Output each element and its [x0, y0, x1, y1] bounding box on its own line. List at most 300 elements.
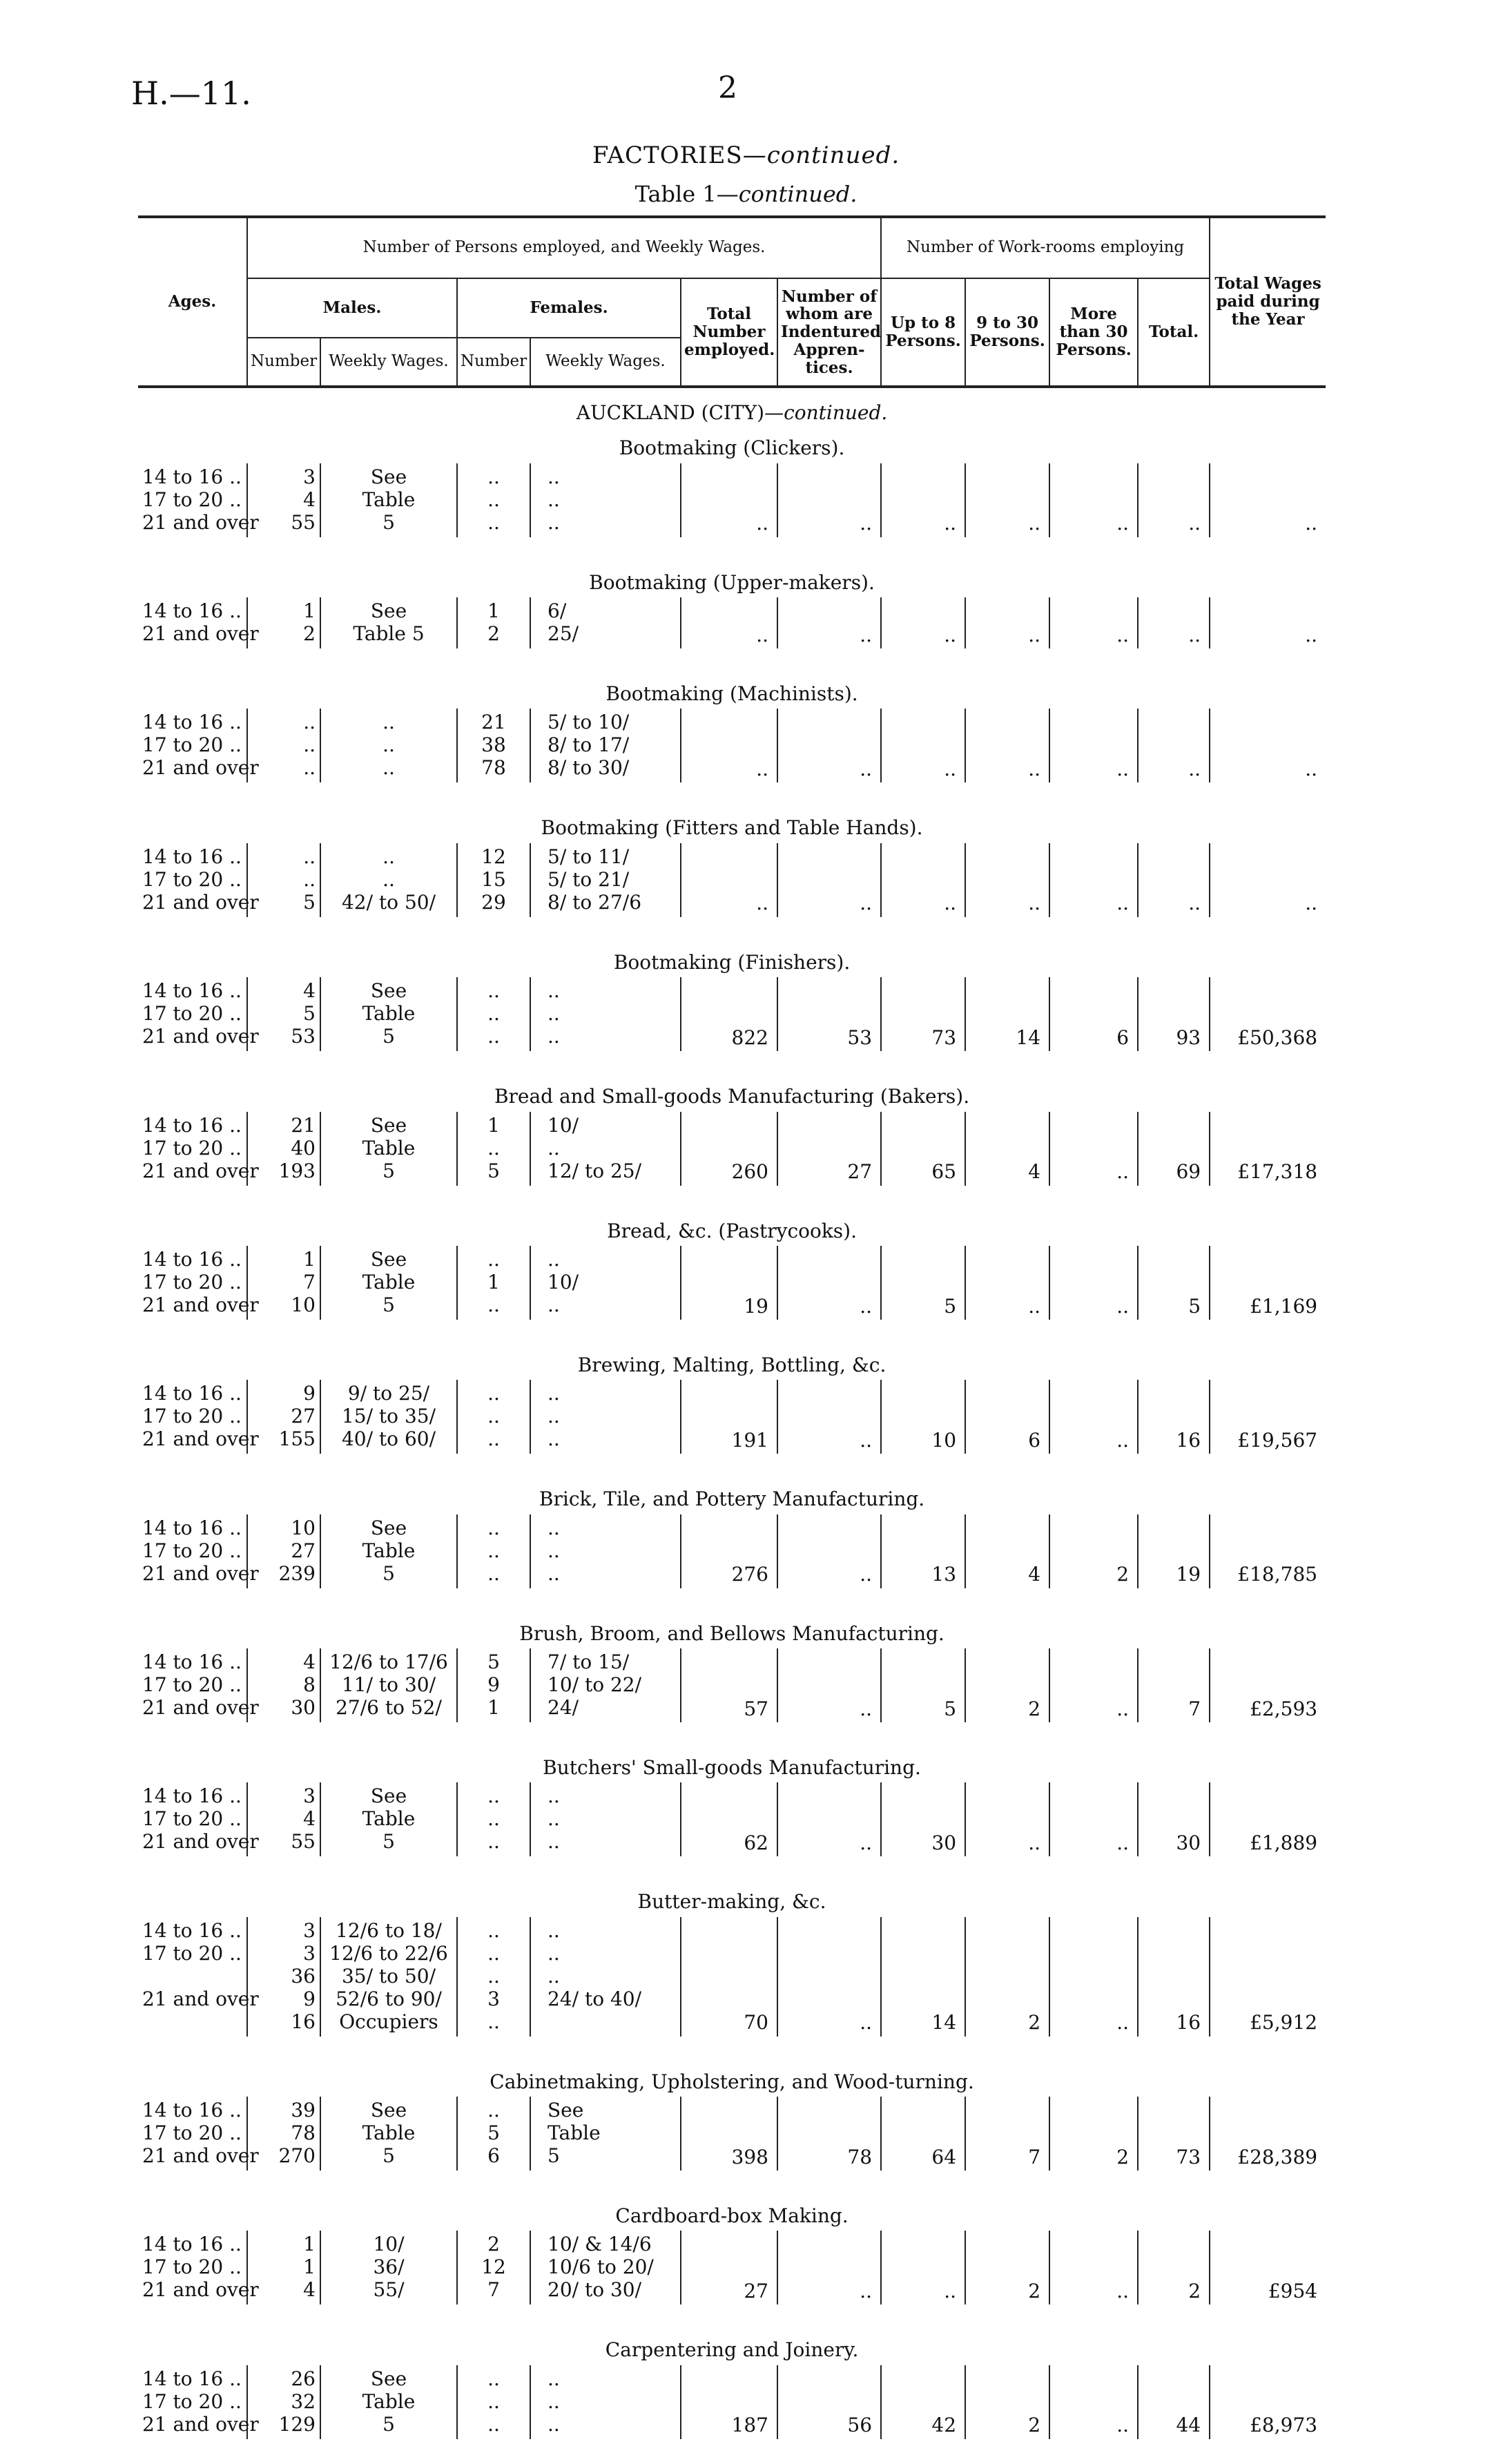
male-number: 27	[291, 1539, 316, 1562]
section-spacer	[138, 537, 1326, 562]
female-wage: 10/	[548, 1270, 579, 1293]
rooms-up-to-8: 14	[881, 1917, 965, 2037]
total-employed: 276	[681, 1514, 777, 1588]
section-title: Cabinetmaking, Upholstering, and Wood-turning.	[490, 2070, 974, 2093]
male-wages	[320, 2365, 457, 2439]
rooms-more-than-30: 2	[1049, 1514, 1138, 1588]
female-wage: ..	[548, 1136, 560, 1159]
total-wages-paid: £8,973	[1210, 2365, 1326, 2439]
indentured-apprentices: ..	[777, 1782, 881, 1856]
female-wage: 12/ to 25/	[548, 1159, 642, 1182]
total-wages-paid: £954	[1210, 2231, 1326, 2304]
male-wages	[320, 709, 457, 782]
section-heading-row	[138, 1613, 1326, 1648]
total-employed: 191	[681, 1380, 777, 1454]
female-number: ..	[487, 2099, 500, 2122]
male-number: 26	[291, 2367, 316, 2390]
age-label: 21 and over	[142, 1695, 259, 1719]
rooms-total: 44	[1138, 2365, 1210, 2439]
female-number: ..	[487, 2367, 500, 2390]
col-females: Females.	[457, 278, 681, 338]
male-wage: Table	[362, 1270, 416, 1293]
section-title: Brewing, Malting, Bottling, &c.	[577, 1353, 887, 1376]
male-number: 10	[291, 1293, 316, 1316]
section-spacer	[138, 782, 1326, 807]
female-number: 5	[487, 2121, 500, 2145]
female-number: ..	[487, 2412, 500, 2436]
male-number: 4	[303, 488, 316, 511]
section-title: Cardboard-box Making.	[615, 2204, 849, 2228]
female-number: ..	[487, 2389, 500, 2413]
male-wage: 15/ to 35/	[341, 1405, 436, 1428]
age-label: 21 and over	[142, 756, 259, 780]
age-label: 17 to 20 ..	[142, 1002, 242, 1026]
age-label: 17 to 20 ..	[142, 1270, 242, 1293]
female-wages	[530, 977, 681, 1051]
female-wage: ..	[548, 1964, 560, 1987]
female-wage: ..	[548, 1807, 560, 1831]
section-spacer	[138, 1320, 1326, 1345]
rooms-total: 7	[1138, 1648, 1210, 1722]
rooms-9-to-30: 4	[965, 1112, 1049, 1186]
female-number: 2	[487, 2233, 500, 2256]
age-label: 21 and over	[142, 2144, 259, 2168]
female-number: ..	[487, 1136, 500, 1159]
male-number: 4	[303, 979, 316, 1003]
age-label: 21 and over	[142, 1159, 259, 1182]
female-number: ..	[487, 1025, 500, 1048]
female-wage: ..	[548, 510, 560, 534]
female-wage: Table	[548, 2121, 601, 2145]
female-number: ..	[487, 1382, 500, 1405]
section-data-row	[138, 1917, 1326, 2037]
female-number: 78	[481, 756, 506, 780]
male-wage: 5	[382, 1159, 395, 1182]
male-wage: ..	[382, 867, 395, 891]
section-heading-row	[138, 562, 1326, 597]
indentured-apprentices: ..	[777, 2231, 881, 2304]
female-wage: 8/ to 17/	[548, 733, 630, 757]
age-groups	[138, 463, 259, 537]
total-wages-paid: £28,389	[1210, 2097, 1326, 2171]
female-wage: ..	[548, 2412, 560, 2436]
section-title: Bootmaking (Machinists).	[605, 682, 858, 706]
female-numbers	[457, 1782, 530, 1856]
female-numbers	[457, 463, 530, 537]
female-wage: 10/ to 22/	[548, 1673, 642, 1696]
female-wage: ..	[548, 1247, 560, 1271]
rooms-total: 30	[1138, 1782, 1210, 1856]
rooms-more-than-30: ..	[1049, 597, 1138, 648]
total-employed: 260	[681, 1112, 777, 1186]
male-wage: 42/ to 50/	[341, 890, 436, 914]
section-heading-row	[138, 427, 1326, 463]
male-number: ..	[303, 756, 316, 780]
female-wages	[530, 597, 681, 648]
rooms-9-to-30: ..	[965, 843, 1049, 917]
male-wage: Table 5	[353, 622, 425, 646]
rooms-more-than-30: ..	[1049, 1246, 1138, 1320]
male-wages	[320, 1514, 457, 1588]
rooms-9-to-30: ..	[965, 463, 1049, 537]
total-employed: ..	[681, 843, 777, 917]
age-label: 21 and over	[142, 1561, 259, 1585]
age-groups	[138, 2231, 259, 2304]
age-groups	[138, 1246, 259, 1320]
total-wages-paid: £17,318	[1210, 1112, 1326, 1186]
male-number: ..	[303, 867, 316, 891]
document-reference: H.—11.	[131, 75, 251, 112]
male-wages	[320, 843, 457, 917]
rooms-total: 69	[1138, 1112, 1210, 1186]
female-wage: 5/ to 10/	[548, 711, 630, 734]
male-wages	[320, 463, 457, 537]
age-groups	[138, 2097, 259, 2171]
female-wages	[530, 1246, 681, 1320]
section-spacer	[138, 2171, 1326, 2195]
section-data-row	[138, 1514, 1326, 1588]
col-up-to-8: Up to 8 Persons.	[881, 278, 965, 387]
female-number: ..	[487, 488, 500, 511]
region-heading: AUCKLAND (CITY)—continued.	[576, 401, 888, 424]
age-label: 14 to 16 ..	[142, 1650, 242, 1673]
female-numbers	[457, 1246, 530, 1320]
male-number: 9	[303, 1382, 316, 1405]
age-label: 14 to 16 ..	[142, 1918, 242, 1942]
male-wage: 10/	[373, 2233, 405, 2256]
rooms-9-to-30: ..	[965, 597, 1049, 648]
rooms-total: 5	[1138, 1246, 1210, 1320]
rooms-up-to-8: ..	[881, 2231, 965, 2304]
age-label: 14 to 16 ..	[142, 711, 242, 734]
age-groups	[138, 1648, 259, 1722]
male-number: 30	[291, 1695, 316, 1719]
male-wage: See	[370, 1247, 407, 1271]
section-spacer-cell	[138, 1051, 1326, 1076]
section-data-row	[138, 1112, 1326, 1186]
female-wage: 20/ to 30/	[548, 2278, 642, 2302]
male-number: 78	[291, 2121, 316, 2145]
indentured-apprentices: ..	[777, 709, 881, 782]
male-wages	[320, 1246, 457, 1320]
male-wage: 11/ to 30/	[341, 1673, 436, 1696]
rooms-more-than-30: ..	[1049, 1380, 1138, 1454]
male-wage: See	[370, 1516, 407, 1539]
female-wage: ..	[548, 1427, 560, 1451]
section-spacer	[138, 1722, 1326, 1747]
total-employed: 62	[681, 1782, 777, 1856]
rooms-total: ..	[1138, 597, 1210, 648]
rooms-up-to-8: 10	[881, 1380, 965, 1454]
rooms-total: 2	[1138, 2231, 1210, 2304]
female-number: 7	[487, 2278, 500, 2302]
age-label: 17 to 20 ..	[142, 1539, 242, 1562]
male-wage: 36/	[373, 2255, 405, 2279]
female-number: ..	[487, 1807, 500, 1831]
age-label: 14 to 16 ..	[142, 1247, 242, 1271]
rooms-up-to-8: 65	[881, 1112, 965, 1186]
section-title: Butchers' Small-goods Manufacturing.	[543, 1755, 921, 1779]
male-wage: 5	[382, 1561, 395, 1585]
page-number: 2	[718, 70, 737, 106]
male-wage: See	[370, 979, 407, 1003]
section-spacer-cell	[138, 537, 1326, 562]
male-wage: Table	[362, 1136, 416, 1159]
section-title: Brush, Broom, and Bellows Manufacturing.	[519, 1621, 944, 1645]
rooms-total: ..	[1138, 463, 1210, 537]
section-spacer-cell	[138, 2171, 1326, 2195]
male-number: 270	[278, 2144, 316, 2168]
rooms-up-to-8: 13	[881, 1514, 965, 1588]
age-label: 21 and over	[142, 890, 259, 914]
rooms-9-to-30: ..	[965, 1782, 1049, 1856]
age-label: 21 and over	[142, 1987, 259, 2010]
male-wage: 35/ to 50/	[341, 1964, 436, 1987]
age-label: 14 to 16 ..	[142, 2233, 242, 2256]
female-wages	[530, 1380, 681, 1454]
female-wage: 5	[548, 2144, 560, 2168]
male-number: 7	[303, 1270, 316, 1293]
male-wage: ..	[382, 711, 395, 734]
total-employed: 57	[681, 1648, 777, 1722]
section-title: Butter-making, &c.	[637, 1890, 826, 1914]
male-number: 5	[303, 890, 316, 914]
female-wage: 24/	[548, 1695, 579, 1719]
total-employed: ..	[681, 597, 777, 648]
male-wages	[320, 1917, 457, 2037]
region-heading-group	[138, 392, 1326, 427]
female-numbers	[457, 2365, 530, 2439]
section-data-row	[138, 2365, 1326, 2439]
age-label: 21 and over	[142, 510, 259, 534]
rooms-up-to-8: 64	[881, 2097, 965, 2171]
section-spacer-cell	[138, 1722, 1326, 1747]
female-wage: ..	[548, 2389, 560, 2413]
female-wage: 7/ to 15/	[548, 1650, 630, 1673]
section-heading-row	[138, 807, 1326, 843]
rooms-up-to-8: 73	[881, 977, 965, 1051]
female-wage: 5/ to 11/	[548, 845, 630, 868]
female-wages	[530, 709, 681, 782]
rooms-more-than-30: ..	[1049, 1648, 1138, 1722]
section-heading-row	[138, 1076, 1326, 1111]
total-wages-paid: £1,889	[1210, 1782, 1326, 1856]
section-spacer	[138, 917, 1326, 942]
section-spacer-cell	[138, 782, 1326, 807]
col-ages: Ages.	[138, 217, 247, 387]
section-heading-row	[138, 942, 1326, 977]
table-body	[138, 427, 1326, 2463]
total-wages-paid: £5,912	[1210, 1917, 1326, 2037]
female-wages	[530, 1917, 681, 2037]
female-numbers	[457, 1380, 530, 1454]
age-label: 14 to 16 ..	[142, 1784, 242, 1808]
section-title: Bootmaking (Upper-makers).	[589, 570, 875, 594]
age-label: 14 to 16 ..	[142, 599, 242, 623]
indentured-apprentices: 56	[777, 2365, 881, 2439]
section-spacer-cell	[138, 2037, 1326, 2061]
male-wage: See	[370, 1113, 407, 1137]
section-data-row	[138, 1380, 1326, 1454]
section-spacer-cell	[138, 1856, 1326, 1881]
male-number: 1	[303, 2233, 316, 2256]
female-wages	[530, 1648, 681, 1722]
age-label: 14 to 16 ..	[142, 979, 242, 1003]
section-heading-row	[138, 1747, 1326, 1782]
age-label: 21 and over	[142, 1427, 259, 1451]
rooms-more-than-30: ..	[1049, 1782, 1138, 1856]
section-data-row	[138, 2231, 1326, 2304]
age-label: 14 to 16 ..	[142, 465, 242, 488]
female-wages	[530, 1514, 681, 1588]
male-wage: 12/6 to 22/6	[329, 1941, 448, 1965]
age-groups	[138, 1112, 259, 1186]
female-wage: ..	[548, 1025, 560, 1048]
total-employed: 19	[681, 1246, 777, 1320]
rooms-total: 19	[1138, 1514, 1210, 1588]
male-wage: 5	[382, 2144, 395, 2168]
section-title: Bootmaking (Finishers).	[613, 950, 851, 974]
female-wage: ..	[548, 1539, 560, 1562]
age-groups	[138, 1917, 259, 2037]
male-number: 3	[303, 1784, 316, 1808]
section-spacer	[138, 1186, 1326, 1211]
male-number: ..	[303, 711, 316, 734]
male-number: 55	[291, 1830, 316, 1854]
male-wages	[320, 597, 457, 648]
rooms-up-to-8: 42	[881, 2365, 965, 2439]
male-wage: Table	[362, 488, 416, 511]
rooms-9-to-30: 2	[965, 1917, 1049, 2037]
total-employed: 70	[681, 1917, 777, 2037]
female-number: 9	[487, 1673, 500, 1696]
male-number: 239	[278, 1561, 316, 1585]
male-wage: Table	[362, 2389, 416, 2413]
indentured-apprentices: ..	[777, 1648, 881, 1722]
section-spacer	[138, 2037, 1326, 2061]
col-female-wages: Weekly Wages.	[530, 338, 681, 387]
indentured-apprentices: 53	[777, 977, 881, 1051]
section-heading-row	[138, 1479, 1326, 1514]
male-wage: Table	[362, 2121, 416, 2145]
section-data-row	[138, 2097, 1326, 2171]
section-data-row	[138, 709, 1326, 782]
rooms-9-to-30: 14	[965, 977, 1049, 1051]
age-label: 14 to 16 ..	[142, 2099, 242, 2122]
female-number: 1	[487, 599, 500, 623]
age-label: 14 to 16 ..	[142, 845, 242, 868]
col-female-number: Number	[457, 338, 530, 387]
male-wage: 40/ to 60/	[341, 1427, 436, 1451]
indentured-apprentices: ..	[777, 1514, 881, 1588]
male-number: 36	[291, 1964, 316, 1987]
male-number: 1	[303, 599, 316, 623]
female-numbers	[457, 1112, 530, 1186]
section-spacer	[138, 1051, 1326, 1076]
male-wage: ..	[382, 845, 395, 868]
female-numbers	[457, 1648, 530, 1722]
total-wages-paid: £1,169	[1210, 1246, 1326, 1320]
male-number: 3	[303, 465, 316, 488]
section-data-row	[138, 1648, 1326, 1722]
age-label: 17 to 20 ..	[142, 1136, 242, 1159]
col-persons-group: Number of Persons employed, and Weekly Wages.	[247, 217, 881, 278]
male-wage: 52/6 to 90/	[336, 1987, 442, 2010]
female-wage: ..	[548, 979, 560, 1003]
male-wage: Table	[362, 1002, 416, 1026]
female-numbers	[457, 977, 530, 1051]
age-label: 17 to 20 ..	[142, 1941, 242, 1965]
male-wage: 5	[382, 1293, 395, 1316]
age-groups	[138, 977, 259, 1051]
female-number: 38	[481, 733, 506, 757]
female-number: 15	[481, 867, 506, 891]
section-spacer-cell	[138, 1588, 1326, 1613]
rooms-total: 16	[1138, 1917, 1210, 2037]
male-number: 3	[303, 1918, 316, 1942]
female-wage: ..	[548, 1516, 560, 1539]
header-rule	[138, 387, 1326, 392]
female-wage: 25/	[548, 622, 579, 646]
male-number: 40	[291, 1136, 316, 1159]
page-title: FACTORIES—continued.	[592, 142, 900, 169]
male-wage: See	[370, 599, 407, 623]
total-employed: 398	[681, 2097, 777, 2171]
male-wage: 12/6 to 18/	[336, 1918, 442, 1942]
rooms-up-to-8: ..	[881, 463, 965, 537]
female-number: ..	[487, 1830, 500, 1854]
col-total-employed: Total Number employed.	[681, 278, 777, 387]
col-workrooms-group: Number of Work-rooms employing	[881, 217, 1210, 278]
female-wage: ..	[548, 1941, 560, 1965]
female-number: ..	[487, 1427, 500, 1451]
total-employed: 27	[681, 2231, 777, 2304]
male-number: 1	[303, 1247, 316, 1271]
female-wage: ..	[548, 1918, 560, 1942]
female-wage: 8/ to 30/	[548, 756, 630, 780]
male-number: 4	[303, 2278, 316, 2302]
female-wage: 10/6 to 20/	[548, 2255, 654, 2279]
male-wage: ..	[382, 733, 395, 757]
rooms-total: 16	[1138, 1380, 1210, 1454]
male-number: 55	[291, 510, 316, 534]
age-groups	[138, 597, 259, 648]
total-wages-paid: ..	[1210, 709, 1326, 782]
male-wage: See	[370, 1784, 407, 1808]
rooms-up-to-8: 5	[881, 1648, 965, 1722]
female-number: ..	[487, 1784, 500, 1808]
male-wage: 9/ to 25/	[347, 1382, 430, 1405]
age-label: 17 to 20 ..	[142, 1673, 242, 1696]
female-number: ..	[487, 1561, 500, 1585]
rooms-9-to-30: ..	[965, 709, 1049, 782]
male-wage: 55/	[373, 2278, 405, 2302]
age-groups	[138, 2365, 259, 2439]
female-numbers	[457, 843, 530, 917]
section-spacer-cell	[138, 2304, 1326, 2329]
female-wage: ..	[548, 1561, 560, 1585]
female-number: 1	[487, 1270, 500, 1293]
rooms-more-than-30: ..	[1049, 1112, 1138, 1186]
section-spacer	[138, 1588, 1326, 1613]
age-label: 21 and over	[142, 622, 259, 646]
female-wages	[530, 2097, 681, 2171]
section-spacer-cell	[138, 1186, 1326, 1211]
section-title: Bread and Small-goods Manufacturing (Bakers).	[494, 1085, 970, 1108]
male-number: 2	[303, 622, 316, 646]
female-number: 29	[481, 890, 506, 914]
table-subtitle: Table 1—continued.	[634, 181, 858, 207]
